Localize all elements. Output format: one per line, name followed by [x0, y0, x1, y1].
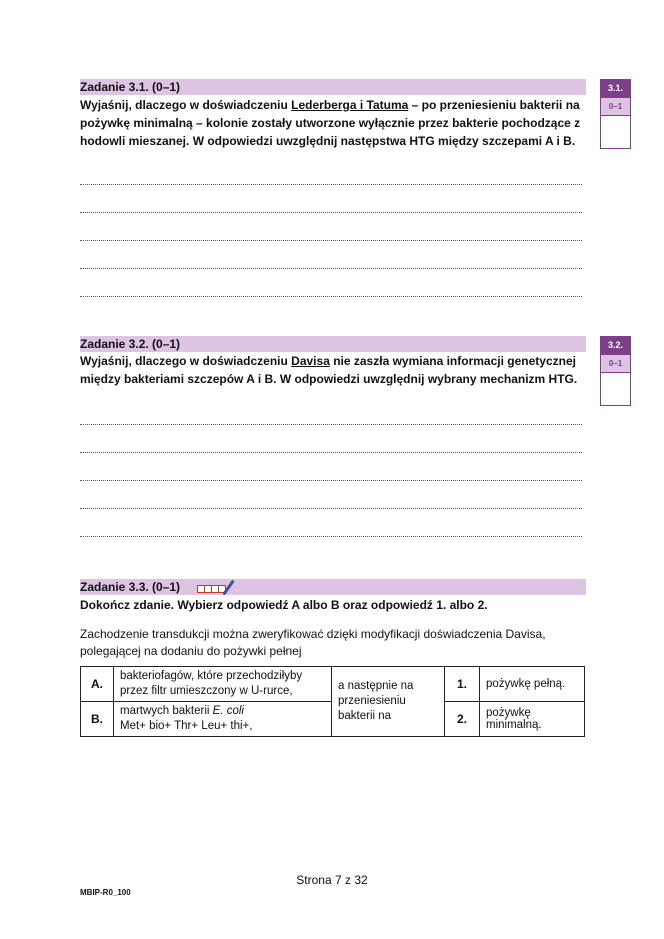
option-b-text[interactable]: martwych bakterii E. coli Met+ bio+ Thr+ Leu+ thi+, — [114, 702, 332, 737]
option-a-text[interactable]: bakteriofagów, które przechodziłyby przez filtr umieszczony w U-rurce, — [114, 667, 332, 702]
task-3-2-title: Zadanie 3.2. (0–1) — [80, 337, 181, 351]
answer-line[interactable] — [80, 296, 582, 297]
score-box-3-1 — [600, 79, 631, 149]
score-field[interactable] — [601, 372, 630, 405]
task-3-3-title: Zadanie 3.3. (0–1) — [80, 580, 181, 594]
task-3-1-header — [80, 79, 586, 95]
task-3-3-instruction: Dokończ zdanie. Wybierz odpowiedź A albo B oraz odpowiedź 1. albo 2. — [80, 598, 488, 612]
middle-text: a następnie na przeniesieniu bakterii na — [332, 667, 445, 737]
answer-line[interactable] — [80, 240, 582, 241]
answer-line[interactable] — [80, 424, 582, 425]
task-3-2-header — [80, 336, 586, 352]
document-code: MBIP-R0_100 — [80, 888, 131, 897]
score-box-3-2 — [600, 336, 631, 406]
task-3-3-intro: Zachodzenie transdukcji można zweryfikować dzięki modyfikacji doświadczenia Davisa, polegającej na dodaniu do pożywki pełnej — [80, 627, 546, 658]
option-a-letter[interactable]: A. — [81, 667, 114, 702]
keyboard-icon — [197, 581, 241, 595]
answer-line[interactable] — [80, 268, 582, 269]
underlined-term: Lederberga i Tatuma — [291, 98, 409, 112]
task-3-2-question: Wyjaśnij, dlaczego w doświadczeniu Davisa nie zaszła wymiana informacji genetycznej między bakteriami szczepów A i B. W odpowiedzi uwzględnij wybrany mechanizm HTG. — [80, 354, 578, 386]
option-1-text[interactable]: pożywkę pełną. — [480, 667, 585, 702]
answer-line[interactable] — [80, 184, 582, 185]
option-b-letter[interactable]: B. — [81, 702, 114, 737]
score-number: 3.1. — [601, 80, 630, 97]
answer-line[interactable] — [80, 480, 582, 481]
option-2-text[interactable]: pożywkę minimalną. — [480, 702, 585, 737]
option-1-number[interactable]: 1. — [445, 667, 480, 702]
option-2-number[interactable]: 2. — [445, 702, 480, 737]
score-field[interactable] — [601, 115, 630, 148]
answer-line[interactable] — [80, 508, 582, 509]
underlined-term: Davisa — [291, 354, 330, 368]
answer-line[interactable] — [80, 212, 582, 213]
task-3-1-title: Zadanie 3.1. (0–1) — [80, 80, 181, 94]
answer-line[interactable] — [80, 536, 582, 537]
choice-table — [80, 666, 585, 737]
score-points: 0–1 — [601, 97, 630, 115]
score-number: 3.2. — [601, 337, 630, 354]
task-3-3-header — [80, 579, 586, 595]
page-number: Strona 7 z 32 — [296, 873, 368, 887]
task-3-1-question: Wyjaśnij, dlaczego w doświadczeniu Lederberga i Tatuma – po przeniesieniu bakterii na pożywkę minimalną – kolonie zostały utworzone wyłącznie przez bakterie pochodzące z hodowli mieszanej. W odpowiedzi uwzględnij następstwa HTG między szczepami A i B. — [80, 98, 581, 148]
answer-line[interactable] — [80, 452, 582, 453]
score-points: 0–1 — [601, 354, 630, 372]
